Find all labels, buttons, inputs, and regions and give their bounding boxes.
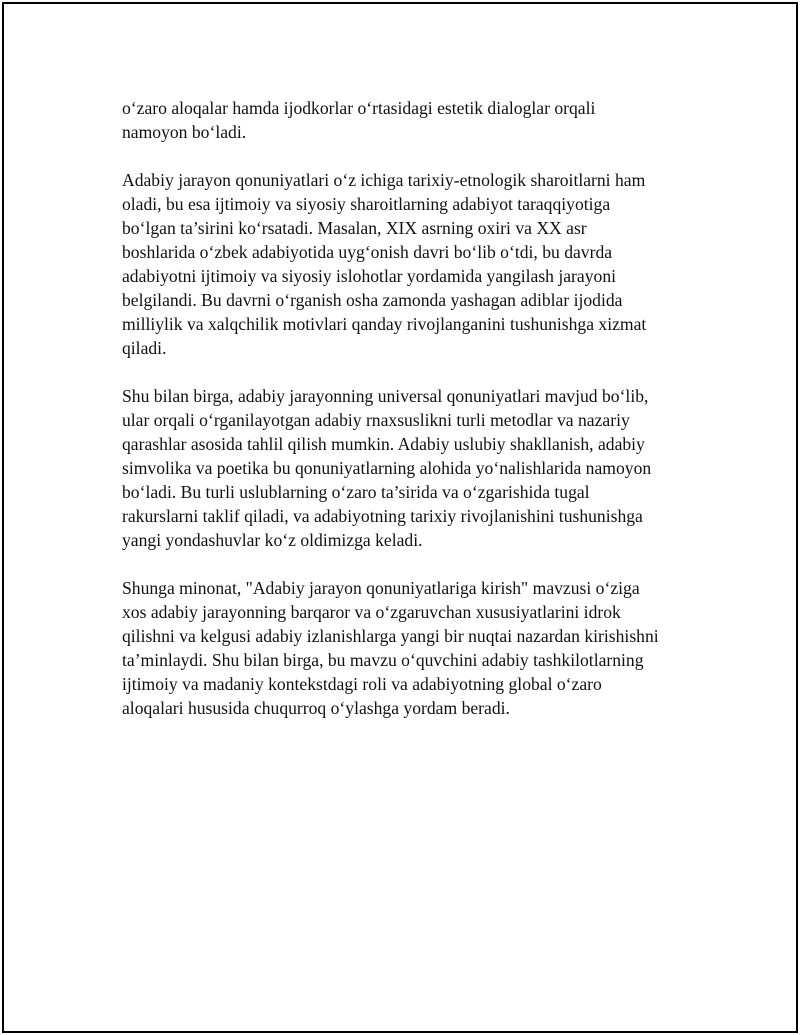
text-line: aloqalari hususida chuqurroq o‘ylashga yordam beradi. [122, 698, 510, 718]
text-line: boshlarida o‘zbek adabiyotida uyg‘onish davri bo‘lib o‘tdi, bu davrda [122, 242, 613, 262]
paragraph-3 [122, 384, 702, 552]
text-line: qiladi. [122, 338, 167, 358]
text-line: milliylik va xalqchilik motivlari qanday rivojlanganini tushunishga xizmat [122, 314, 647, 334]
text-line: bo‘lgan ta’sirini ko‘rsatadi. Masalan, XIX asrning oxiri va XX asr [122, 218, 587, 238]
text-line: ta’minlaydi. Shu bilan birga, bu mavzu o‘quvchini adabiy tashkilotlarning [122, 650, 644, 670]
paragraph-1 [122, 96, 702, 144]
text-line: qarashlar asosida tahlil qilish mumkin. Adabiy uslubiy shakllanish, adabiy [122, 434, 645, 454]
document-page [2, 2, 798, 1033]
text-line: adabiyotni ijtimoiy va siyosiy islohotlar yordamida yangilash jarayoni [122, 266, 617, 286]
text-line: ular orqali o‘rganilayotgan adabiy rnaxsuslikni turli metodlar va nazariy [122, 410, 630, 430]
text-line: Shu bilan birga, adabiy jarayonning universal qonuniyatlari mavjud bo‘lib, [122, 386, 649, 406]
text-line: ijtimoiy va madaniy kontekstdagi roli va adabiyotning global o‘zaro [122, 674, 602, 694]
paragraph-4 [122, 576, 702, 720]
text-line: rakurslarni taklif qiladi, va adabiyotning tarixiy rivojlanishini tushunishga [122, 506, 643, 526]
text-line: namoyon bo‘ladi. [122, 122, 247, 142]
text-line: bo‘ladi. Bu turli uslublarning o‘zaro ta’sirida va o‘zgarishida tugal [122, 482, 590, 502]
document-body [122, 96, 702, 744]
text-line: oladi, bu esa ijtimoiy va siyosiy sharoitlarning adabiyot taraqqiyotiga [122, 194, 611, 214]
text-line: yangi yondashuvlar ko‘z oldimizga keladi. [122, 530, 423, 550]
text-line: o‘zaro aloqalar hamda ijodkorlar o‘rtasidagi estetik dialoglar orqali [122, 98, 596, 118]
text-line: xos adabiy jarayonning barqaror va o‘zgaruvchan xususiyatlarini idrok [122, 602, 621, 622]
text-line: belgilandi. Bu davrni o‘rganish osha zamonda yashagan adiblar ijodida [122, 290, 623, 310]
text-line: Shunga minonat, "Adabiy jarayon qonuniyatlariga kirish" mavzusi o‘ziga [122, 578, 640, 598]
text-line: qilishni va kelgusi adabiy izlanishlarga yangi bir nuqtai nazardan kirishishni [122, 626, 659, 646]
text-line: simvolika va poetika bu qonuniyatlarning alohida yo‘nalishlarida namoyon [122, 458, 652, 478]
text-line: Adabiy jarayon qonuniyatlari o‘z ichiga tarixiy-etnologik sharoitlarni ham [122, 170, 646, 190]
paragraph-2 [122, 168, 702, 360]
